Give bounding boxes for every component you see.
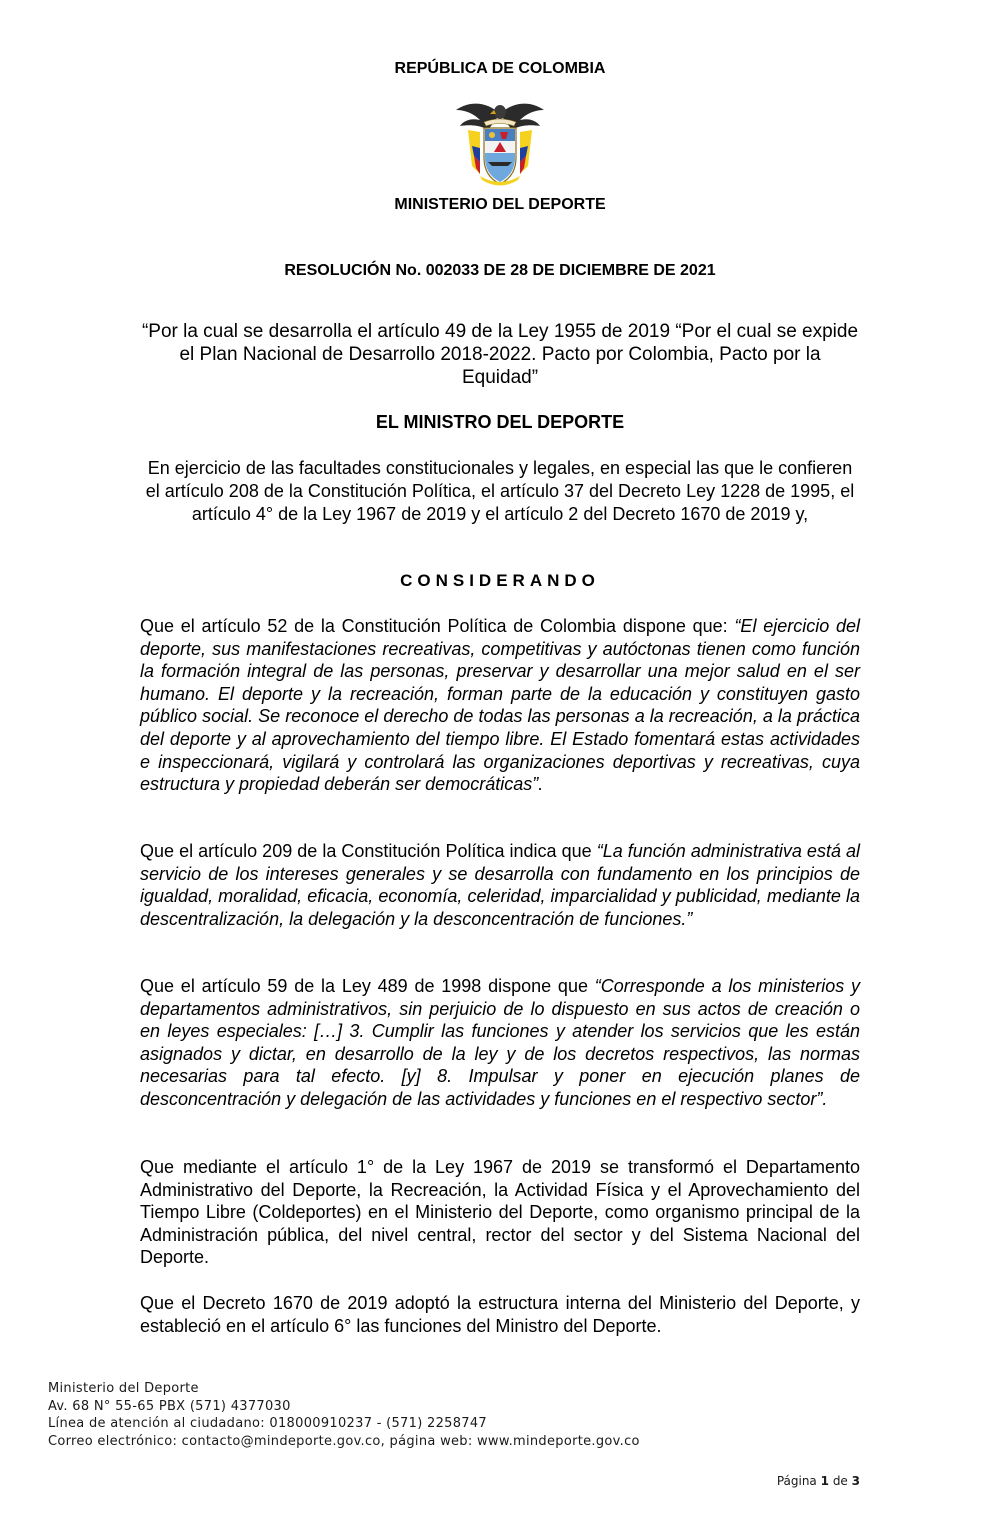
resolution-title: RESOLUCIÓN No. 002033 DE 28 DE DICIEMBRE DE 2021 (284, 262, 716, 279)
footer-contact: Correo electrónico: contacto@mindeporte.gov.co, página web: www.mindeporte.gov.co (48, 1433, 640, 1449)
considerando-paragraph-4 (140, 1156, 860, 1269)
page-number (720, 1474, 860, 1488)
considerando-paragraph-2 (140, 840, 860, 930)
page-label: Página (776, 1474, 817, 1488)
paragraph-quote: “La función administrativa está al servicio de los intereses generales y se desarrolla con fundamento en los principios de igualdad, moralidad, eficacia, economía, celeridad, imparcialidad y publicidad, mediante la descentralización, la delegación y la desconcentración de funciones.” (140, 841, 861, 929)
page-of: de (832, 1474, 848, 1488)
page-current: 1 (820, 1474, 829, 1488)
paragraph-quote: “El ejercicio del deporte, sus manifestaciones recreativas, competitivas y autóctonas tienen como función la formación integral de las personas, preservar y desarrollar una mejor salud en el ser humano. El deporte y la recreación, forman parte de la educación y constituyen gasto público social. Se reconoce el derecho de todas las personas a la recreación, a la práctica del deporte y al aprovechamiento del tiempo libre. El Estado fomentará estas actividades e inspeccionará, vigilará y controlará las organizaciones deportivas y recreativas, cuya estructura y propiedad deberán ser democráticas”. (140, 616, 860, 795)
country-heading: REPÚBLICA DE COLOMBIA (394, 60, 606, 77)
considerando-paragraph-5 (140, 1292, 860, 1337)
paragraph-intro: Que el artículo 59 de la Ley 489 de 1998 dispone que (140, 976, 595, 996)
paragraph-quote: “Corresponde a los ministerios y departamentos administrativos, sin perjuicio de lo dispuesto en sus actos de creación o en leyes especiales: […] 3. Cumplir las funciones y atender los servicios que les están asignados y dictar, en desarrollo de la ley y de los decretos respectivos, las normas necesarias para tal efecto. [y] 8. Impulsar y poner en ejecución planes de desconcentración y delegación de las actividades y funciones en el respectivo sector”. (140, 976, 860, 1109)
minister-heading: EL MINISTRO DEL DEPORTE (375, 412, 625, 432)
paragraph-intro: Que mediante el artículo 1° de la Ley 1967 de 2019 se transformó el Departamento Administrativo del Deporte, la Recreación, la Actividad Física y el Aprovechamiento del Tiempo Libre (Coldeportes) en el Ministerio del Deporte, como organismo principal de la Administración pública, del nivel central, rector del sector y del Sistema Nacional del Deporte. (140, 1157, 860, 1268)
considerando-paragraph-1 (140, 615, 860, 796)
considerando-paragraph-3 (140, 975, 860, 1111)
footer-address: Av. 68 N° 55-65 PBX (571) 4377030 (48, 1398, 291, 1414)
colombia-coat-of-arms-icon (450, 96, 550, 192)
contact-footer (48, 1380, 808, 1450)
page-total: 3 (851, 1474, 860, 1488)
footer-hotline: Línea de atención al ciudadano: 018000910237 - (571) 2258747 (48, 1416, 488, 1431)
considerando-heading: CONSIDERANDO (400, 571, 600, 590)
footer-organization: Ministerio del Deporte (48, 1381, 199, 1396)
paragraph-intro: Que el artículo 52 de la Constitución Política de Colombia dispone que: (140, 616, 735, 636)
resolution-subject: “Por la cual se desarrolla el artículo 49 de la Ley 1955 de 2019 “Por el cual se expide el Plan Nacional de Desarrollo 2018-2022. Pacto por Colombia, Pacto por la Equidad” (141, 321, 859, 388)
paragraph-intro: Que el artículo 209 de la Constitución Política indica que (140, 841, 597, 861)
ministry-heading: MINISTERIO DEL DEPORTE (394, 196, 606, 213)
paragraph-intro: Que el Decreto 1670 de 2019 adoptó la estructura interna del Ministerio del Deporte, y estableció en el artículo 6° las funciones del Ministro del Deporte. (140, 1293, 860, 1336)
legal-powers-text: En ejercicio de las facultades constitucionales y legales, en especial las que le confieren el artículo 208 de la Constitución Política, el artículo 37 del Decreto Ley 1228 de 1995, el artículo 4° de la Ley 1967 de 2019 y el artículo 2 del Decreto 1670 de 2019 y, (145, 458, 855, 524)
